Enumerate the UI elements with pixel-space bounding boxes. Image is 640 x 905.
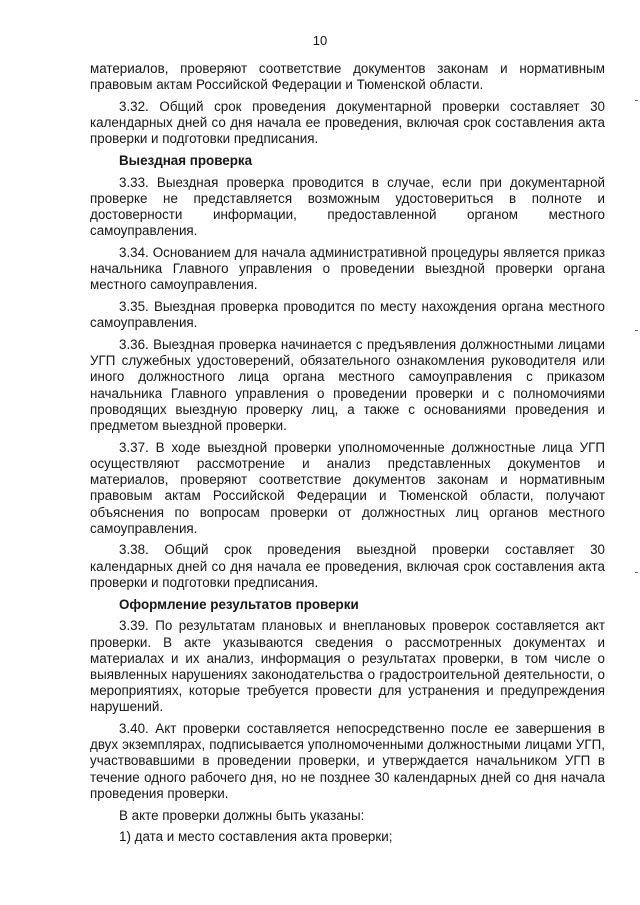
paragraph-3-34: 3.34. Основанием для начала административной процедуры является приказ начальника Главного управления о проведении выездной проверки органа местного самоуправления.: [90, 245, 605, 293]
paragraph-3-40: 3.40. Акт проверки составляется непосредственно после ее завершения в двух экземплярах, подписывается уполномоченными должностными лицами УГП, участвовавшими в проведении проверки, и утверждается начальником УГП в течение одного рабочего дня, но не позднее 30 календарных дней со дня начала проведения проверки.: [90, 721, 605, 801]
paragraph-act-contents-intro: В акте проверки должны быть указаны:: [119, 807, 365, 823]
paragraph-3-33: 3.33. Выездная проверка проводится в случае, если при документарной проверке не представляется возможным удостовериться в полноте и достоверности информации, предоставленной органом местного самоуправления.: [90, 174, 605, 239]
scan-edge-mark: [635, 330, 638, 331]
list-item-1: 1) дата и место составления акта проверки;: [119, 829, 393, 845]
paragraph-3-35: 3.35. Выездная проверка проводится по месту нахождения органа местного самоуправления.: [90, 299, 605, 331]
paragraph-3-36: 3.36. Выездная проверка начинается с предъявления должностными лицами УГП служебных удостоверений, обязательного ознакомления руководителя или иного должностного лица органа местного самоуправления с приказом начальника Главного управления о проведении проверки и с полномочиями проводящих выездную проверку лиц, а также с основаниями проведения и предметом выездной проверки.: [90, 337, 605, 434]
paragraph-3-37: 3.37. В ходе выездной проверки уполномоченные должностные лица УГП осуществляют рассмотрение и анализ представленных документов и материалов, проверяют соответствие документов законам и нормативным правовым актам Российской Федерации и Тюменской области, получают объяснения по вопросам проверки от должностных лиц органов местного самоуправления.: [90, 439, 605, 536]
paragraph-3-39: 3.39. По результатам плановых и внеплановых проверок составляется акт проверки. В акте указываются сведения о рассмотренных документах и материалах и их анализ, информация о результатах проверки, в том числе о выявленных нарушениях законодательства о градостроительной деятельности, о мероприятиях, которые требуется провести для устранения и предупреждения нарушений.: [90, 618, 605, 715]
scan-edge-mark: [635, 572, 638, 573]
section-heading-field-inspection: Выездная проверка: [119, 153, 253, 169]
paragraph-continuation: материалов, проверяют соответствие документов законам и нормативным правовым актам Российской Федерации и Тюменской области.: [90, 61, 605, 93]
paragraph-3-32: 3.32. Общий срок проведения документарной проверки составляет 30 календарных дней со дня начала ее проведения, включая срок составления акта проверки и подготовки предписания.: [90, 98, 605, 147]
page-number: 10: [312, 33, 328, 48]
section-heading-inspection-results: Оформление результатов проверки: [119, 596, 359, 612]
document-body: [90, 61, 605, 851]
scan-edge-mark: [635, 100, 638, 101]
paragraph-3-38: 3.38. Общий срок проведения выездной проверки составляет 30 календарных дней со дня начала ее проведения, включая срок составления акта проверки и подготовки предписания.: [90, 542, 605, 590]
